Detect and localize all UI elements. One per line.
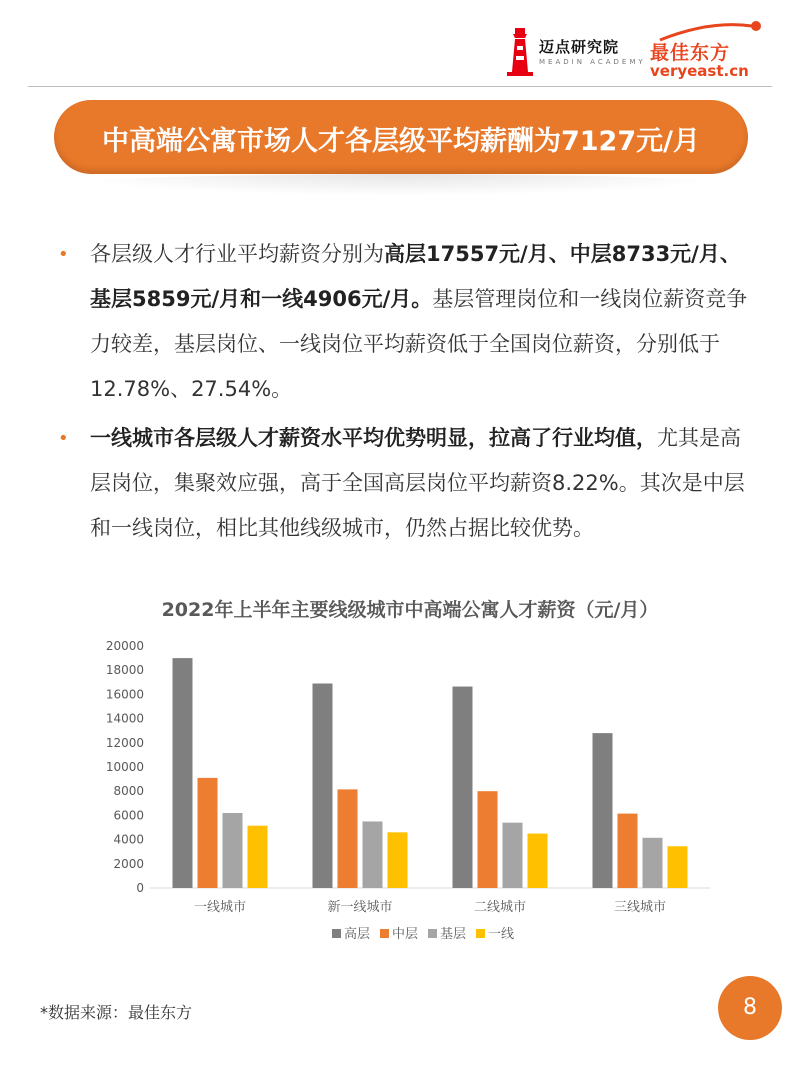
x-tick-label: 三线城市 xyxy=(613,900,667,915)
legend-label: 一线 xyxy=(488,927,515,942)
legend-swatch xyxy=(476,929,485,938)
y-tick-label: 16000 xyxy=(105,687,144,702)
page-title: 中高端公寓市场人才各层级平均薪酬为7127元/月 xyxy=(101,126,700,157)
bullet-run: 基层管理岗位和一线岗位薪资竞争力较差，基层岗位、一线岗位平均薪资低于全国岗位薪资，分别低于12.78%、27.54%。 xyxy=(90,287,748,401)
maidian-logo-subtitle: MEADIN ACADEMY xyxy=(539,58,646,66)
bullet-dot-icon: • xyxy=(58,244,69,265)
legend-swatch xyxy=(380,929,389,938)
page-number: 8 xyxy=(718,976,782,1040)
y-tick-label: 18000 xyxy=(105,663,144,678)
bar xyxy=(313,684,333,888)
bar xyxy=(478,791,498,888)
y-tick-label: 12000 xyxy=(105,735,144,750)
y-tick-label: 0 xyxy=(136,881,144,895)
x-tick-label: 新一线城市 xyxy=(327,900,393,915)
bar xyxy=(453,687,473,888)
legend-label: 基层 xyxy=(440,927,467,942)
veryeast-logo xyxy=(650,18,770,78)
bar xyxy=(338,789,358,888)
x-tick-label: 一线城市 xyxy=(193,900,247,915)
bar xyxy=(618,814,638,888)
bar xyxy=(223,813,243,888)
y-tick-label: 14000 xyxy=(105,711,144,726)
y-tick-label: 4000 xyxy=(113,832,144,847)
bullet-run: 各层级人才行业平均薪资分别为 xyxy=(90,242,384,266)
veryeast-logo-name-cn: 最佳东方 xyxy=(650,42,731,64)
bar xyxy=(198,778,218,888)
y-tick-label: 6000 xyxy=(113,808,144,823)
data-source-note: *数据来源：最佳东方 xyxy=(40,1003,193,1022)
bar xyxy=(643,838,663,888)
legend-label: 中层 xyxy=(392,927,419,942)
legend-label: 高层 xyxy=(344,927,371,942)
bar xyxy=(248,826,268,888)
bar xyxy=(173,658,193,888)
y-tick-label: 8000 xyxy=(113,784,144,799)
bullet-run: 尤其是高层岗位，集聚效应强，高于全国高层岗位平均薪资8.22%。其次是中层和一线岗位，相比其他线级城市，仍然占据比较优势。 xyxy=(90,426,745,540)
bullet-dot-icon: • xyxy=(58,428,69,449)
bar xyxy=(503,823,523,888)
legend-swatch xyxy=(428,929,437,938)
chart-title: 2022年上半年主要线级城市中高端公寓人才薪资（元/月） xyxy=(161,599,659,621)
bullet-list xyxy=(58,232,748,555)
maidian-logo xyxy=(505,26,646,76)
bullet-run-bold: 一线城市各层级人才薪资水平均优势明显，拉高了行业均值， xyxy=(90,426,657,450)
bullet-item xyxy=(58,416,748,551)
y-tick-label: 20000 xyxy=(105,639,144,653)
y-tick-label: 2000 xyxy=(113,856,144,871)
salary-chart xyxy=(80,590,740,960)
chart-canvas xyxy=(80,590,740,960)
legend-swatch xyxy=(332,929,341,938)
title-banner xyxy=(54,100,748,174)
lighthouse-icon xyxy=(505,26,535,76)
bullet-item xyxy=(58,232,748,412)
title-shadow xyxy=(62,174,740,196)
bar xyxy=(363,821,383,888)
bar xyxy=(593,733,613,888)
bullet-run-bold: 高层17557元/月、中层8733元/月、基层5859元/月和一线4906元/月。 xyxy=(90,242,741,311)
veryeast-logo-name-en: veryeast.cn xyxy=(650,62,749,80)
y-tick-label: 10000 xyxy=(105,760,144,774)
bar xyxy=(668,846,688,888)
bar xyxy=(388,832,408,888)
bar xyxy=(528,834,548,888)
maidian-logo-name: 迈点研究院 xyxy=(539,38,620,56)
header-divider xyxy=(28,86,772,87)
x-tick-label: 二线城市 xyxy=(473,900,527,915)
